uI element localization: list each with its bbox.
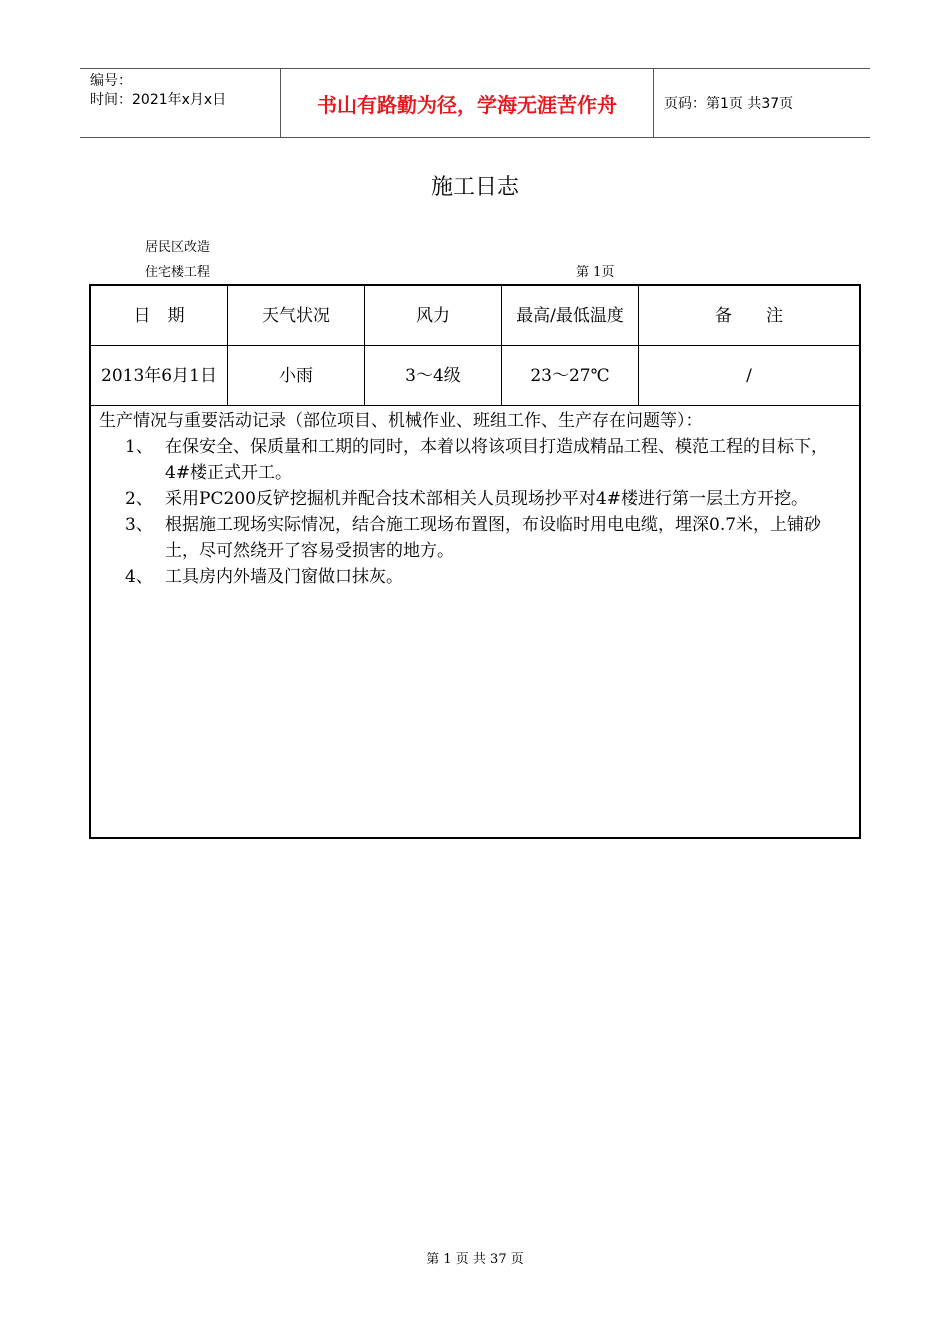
item-number: 3、 <box>125 515 153 535</box>
cell-wind: 3～4级 <box>365 346 502 405</box>
cell-note: / <box>746 365 752 386</box>
cell-temperature: 23～27℃ <box>502 346 639 405</box>
item-text: 采用PC200反铲挖掘机并配合技术部相关人员现场抄平对4#楼进行第一层土方开挖。 <box>165 489 808 509</box>
item-text: 在保安全、保质量和工期的同时，本着以将该项目打造成精品工程、模范工程的目标下，4#楼正式开工。 <box>165 437 828 483</box>
item-text: 根据施工现场实际情况，结合施工现场布置图，布设临时用电电缆，埋深0.7米，上铺砂土，尽可然绕开了容易受损害的地方。 <box>165 515 822 561</box>
activity-record <box>91 406 859 592</box>
page-title: 施工日志 <box>430 175 519 200</box>
record-intro: 生产情况与重要活动记录（部位项目、机械作业、班组工作、生产存在问题等）： <box>99 411 703 431</box>
table-row <box>91 346 859 406</box>
item-number: 4、 <box>125 567 153 587</box>
time-label: 时间：2021年x月x日 <box>90 92 227 108</box>
cell-weather: 小雨 <box>228 346 365 405</box>
project-name-line2: 住宅楼工程 <box>145 265 211 280</box>
document-header <box>80 68 870 138</box>
project-name-line1: 居民区改造 <box>145 240 211 255</box>
number-label: 编号： <box>90 73 132 89</box>
item-number: 1、 <box>125 437 153 457</box>
cell-date: 2013年6月1日 <box>91 346 228 405</box>
table-page-number: 第 1页 <box>576 265 615 280</box>
page-footer: 第 1 页 共 37 页 <box>426 1252 524 1267</box>
list-item <box>99 564 851 590</box>
table-header-row <box>91 286 859 346</box>
construction-log-table <box>89 284 861 839</box>
item-text: 工具房内外墙及门窗做口抹灰。 <box>165 567 403 587</box>
header-weather: 天气状况 <box>228 286 365 345</box>
header-note: 备 注 <box>715 305 783 326</box>
header-meta <box>80 69 281 137</box>
item-number: 2、 <box>125 489 153 509</box>
list-item <box>99 486 851 512</box>
header-temperature: 最高/最低温度 <box>502 286 639 345</box>
header-wind: 风力 <box>365 286 502 345</box>
list-item <box>99 512 851 564</box>
header-page-info: 页码：第1页 共37页 <box>664 96 794 112</box>
list-item <box>99 434 851 486</box>
header-motto: 书山有路勤为径，学海无涯苦作舟 <box>281 69 654 137</box>
header-date: 日 期 <box>91 286 228 345</box>
